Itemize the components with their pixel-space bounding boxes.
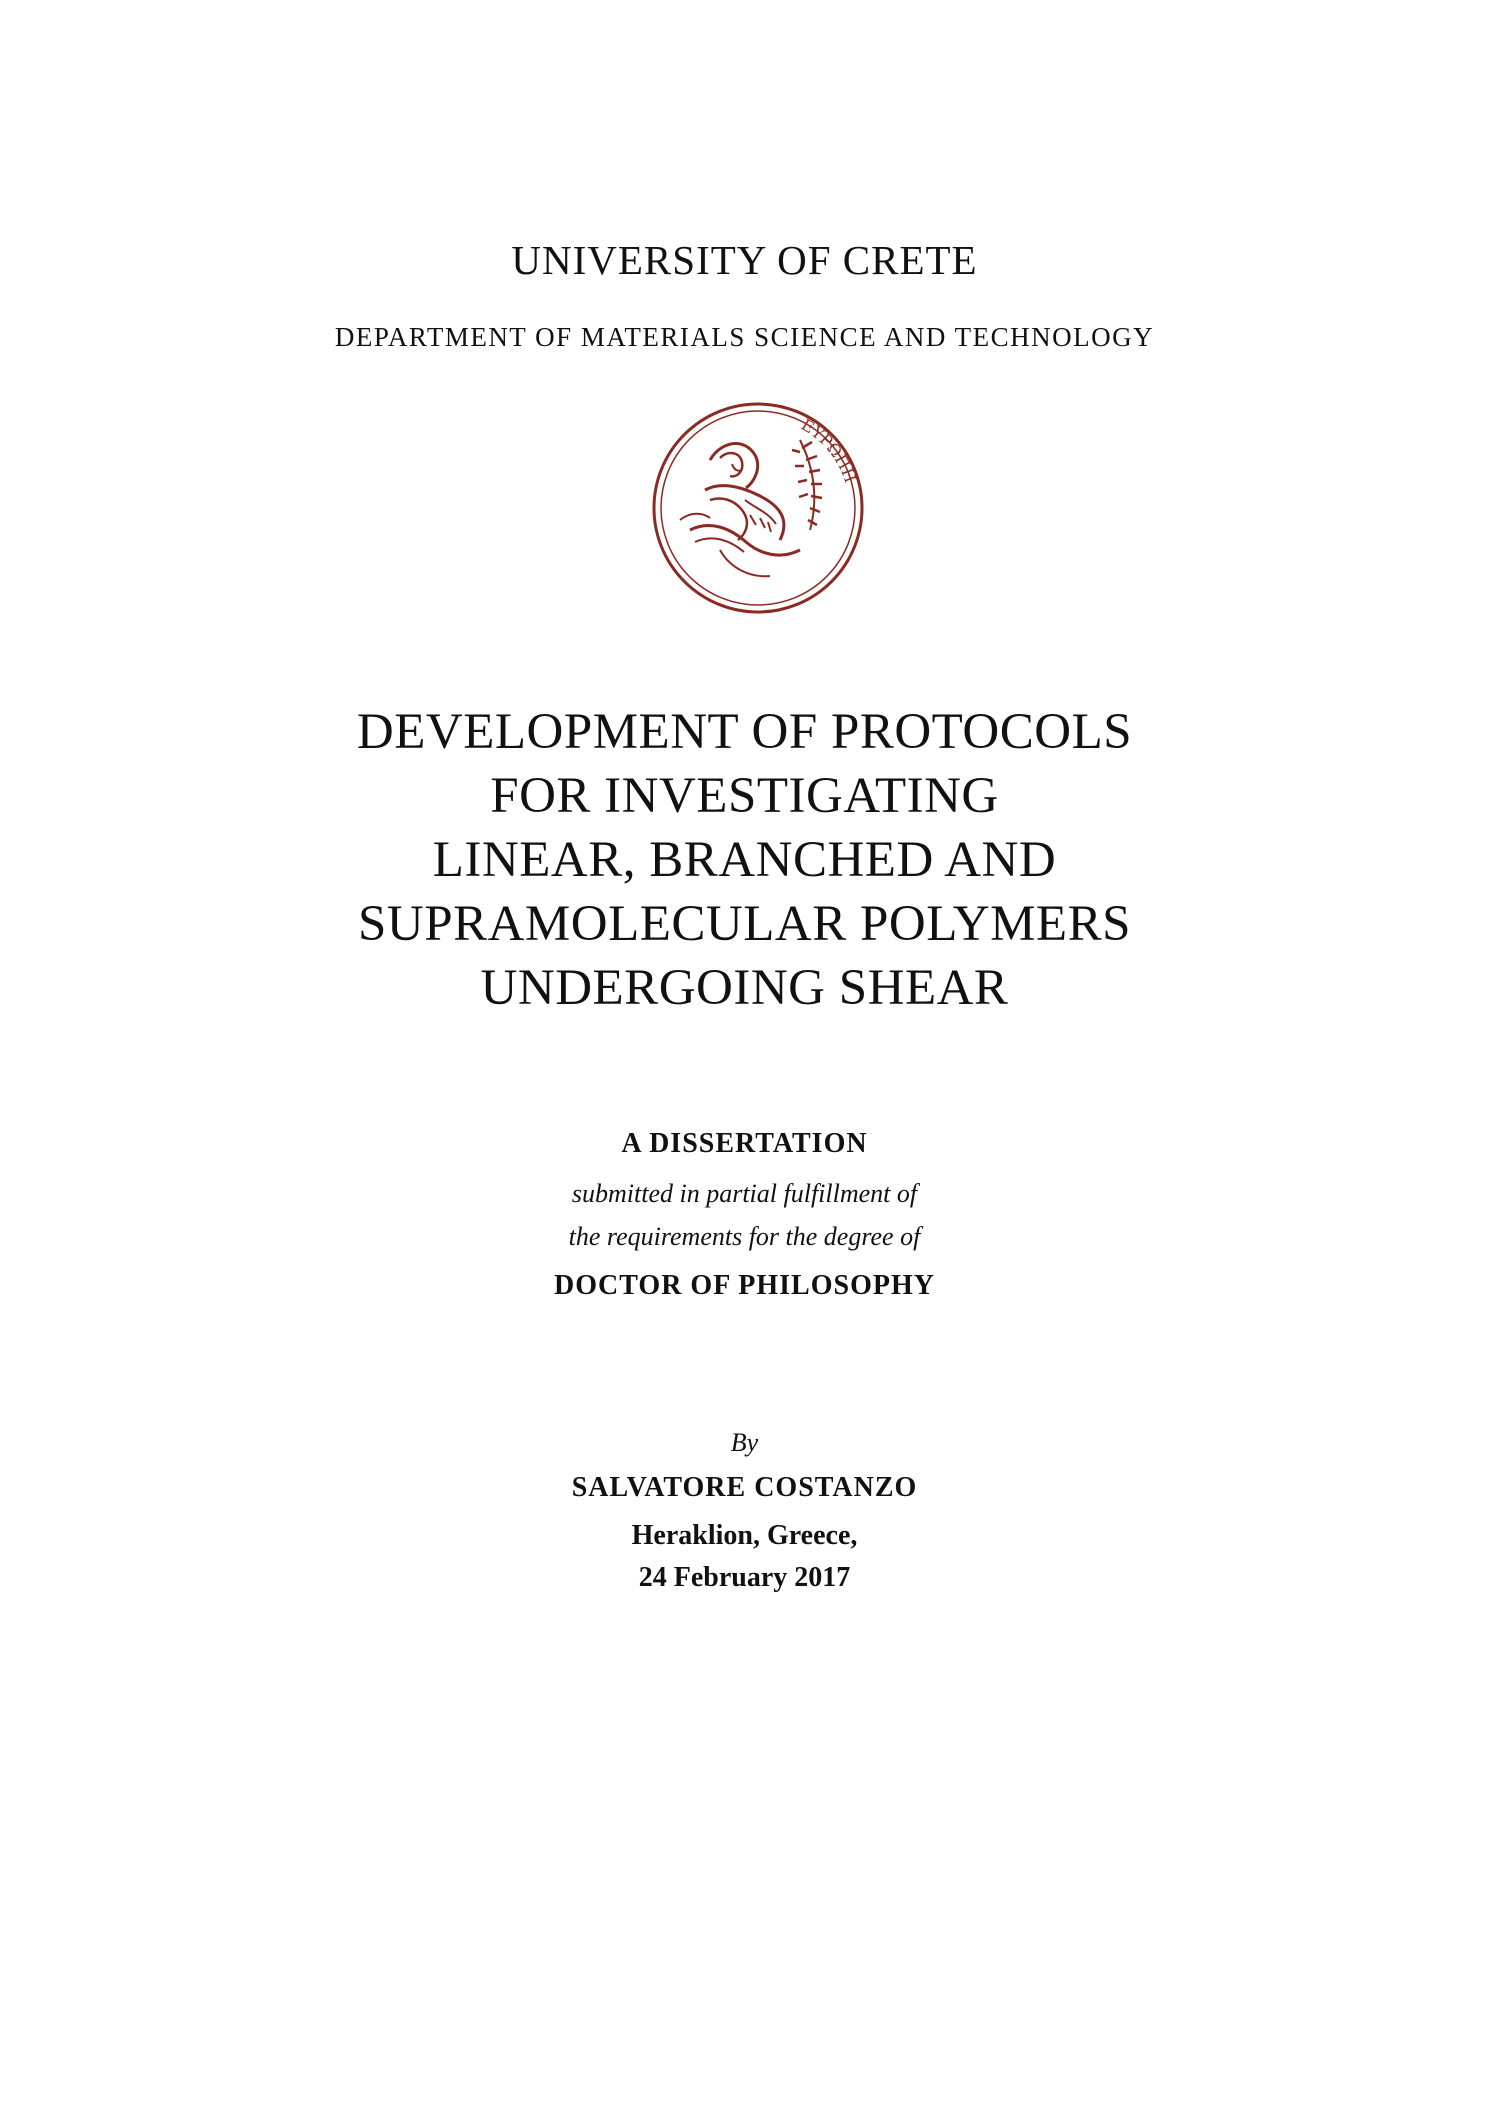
university-seal-icon (650, 400, 866, 616)
university-name: UNIVERSITY OF CRETE (511, 237, 978, 283)
svg-text:ΕΥΡΩΠΗ (798, 415, 860, 485)
place: Heraklion, Greece, (631, 1520, 858, 1551)
title-line: LINEAR, BRANCHED AND (432, 832, 1057, 888)
title-line: SUPRAMOLECULAR POLYMERS (358, 896, 1131, 952)
title-line: UNDERGOING SHEAR (480, 960, 1009, 1016)
requirements-statement: the requirements for the degree of (568, 1222, 921, 1251)
dissertation-title (0, 700, 1489, 1020)
seal-inscription: ΕΥΡΩΠΗ (797, 414, 861, 486)
by-label: By (730, 1428, 759, 1457)
degree-name: DOCTOR OF PHILOSOPHY (554, 1270, 935, 1301)
author-name: SALVATORE COSTANZO (571, 1472, 918, 1503)
document-type: A DISSERTATION (621, 1128, 868, 1159)
date: 24 February 2017 (638, 1562, 851, 1593)
department-name: DEPARTMENT OF MATERIALS SCIENCE AND TECHNOLOGY (334, 322, 1155, 352)
submitted-statement: submitted in partial fulfillment of (571, 1179, 918, 1208)
title-line: DEVELOPMENT OF PROTOCOLS (356, 704, 1133, 760)
title-line: FOR INVESTIGATING (490, 768, 999, 824)
